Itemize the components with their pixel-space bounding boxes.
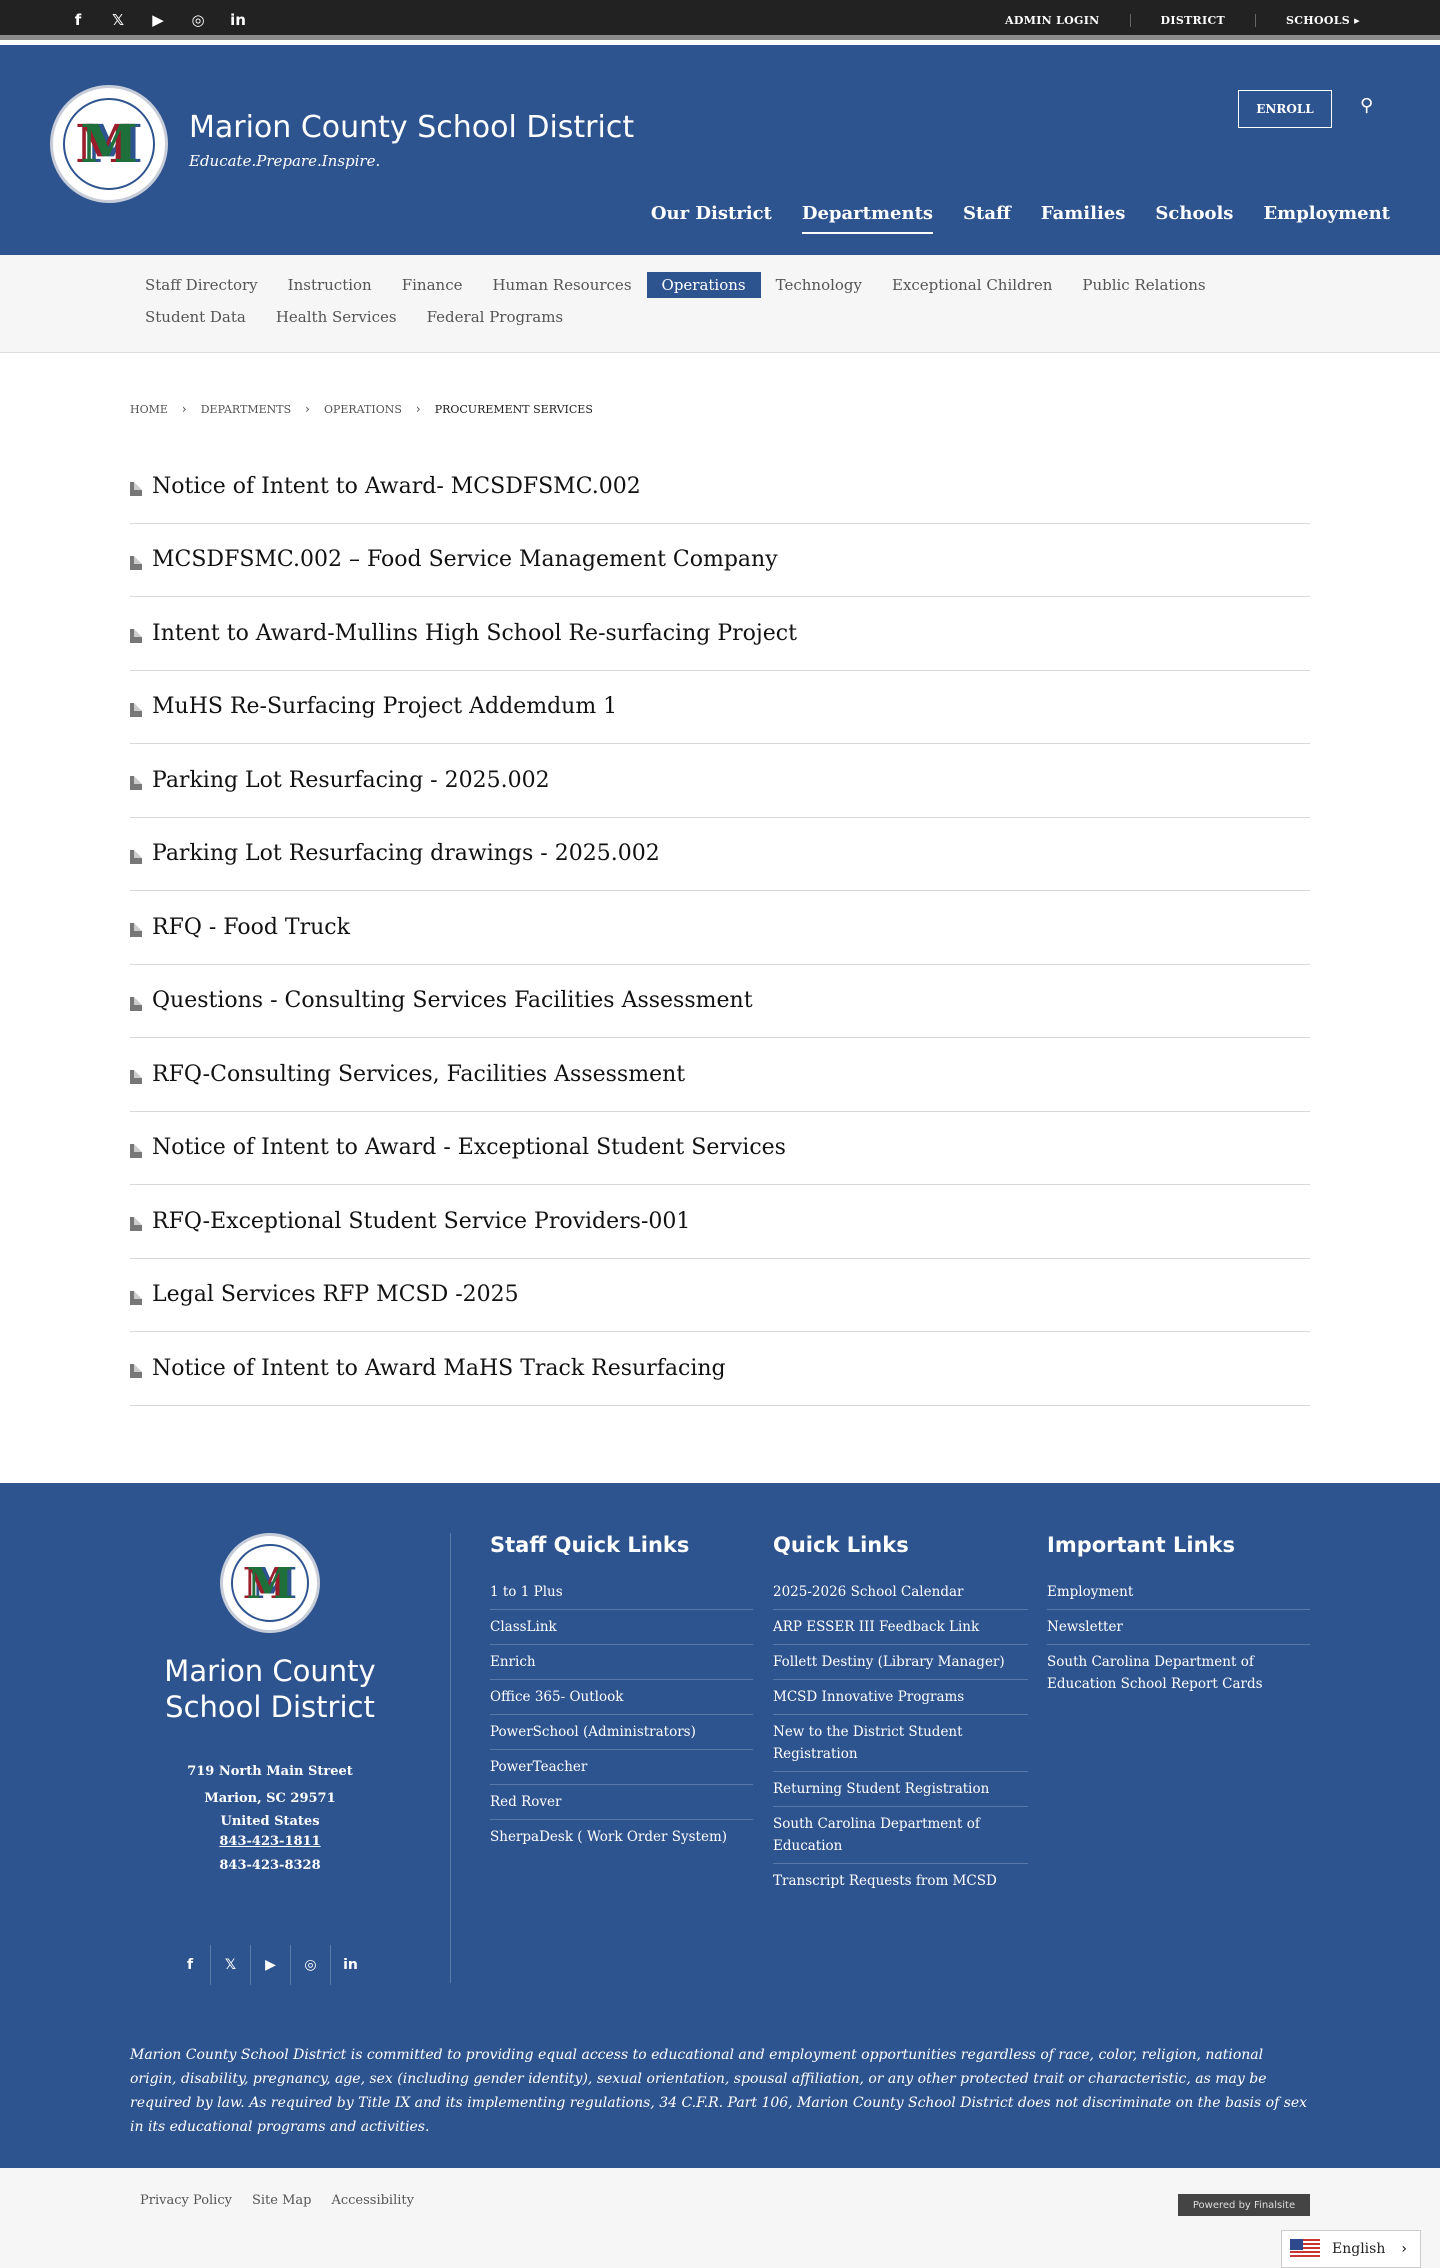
document-item[interactable]: [130, 597, 1310, 671]
document-item[interactable]: [130, 818, 1310, 892]
quick-link[interactable]: ARP ESSER III Feedback Link: [773, 1610, 1028, 1645]
address-street: 719 North Main Street: [187, 1764, 353, 1779]
address-country: United States: [220, 1814, 320, 1829]
top-social-links: [58, 0, 258, 40]
document-title[interactable]: Parking Lot Resurfacing drawings - 2025.002: [152, 841, 660, 867]
site-tagline: Educate.Prepare.Inspire.: [189, 152, 381, 170]
quick-link[interactable]: South Carolina Department of Education: [773, 1807, 1028, 1864]
footer-logo-seal: [231, 1544, 309, 1622]
x-twitter-icon[interactable]: 𝕏: [210, 1945, 250, 1985]
staff-link[interactable]: ClassLink: [490, 1610, 753, 1645]
fax-number: 843-423-8328: [219, 1858, 321, 1873]
subnav-staff-directory[interactable]: Staff Directory: [145, 276, 258, 294]
enroll-button[interactable]: ENROLL: [1238, 90, 1332, 128]
footer-logo[interactable]: [220, 1533, 320, 1633]
staff-quick-links-heading: Staff Quick Links: [490, 1533, 690, 1557]
top-utility-bar: [0, 0, 1440, 40]
main-navigation: [621, 203, 1390, 234]
nav-our-district[interactable]: Our District: [650, 203, 772, 224]
powered-by-badge[interactable]: Powered by Finalsite: [1178, 2194, 1310, 2216]
document-icon: [130, 556, 142, 570]
subnav-exceptional-children[interactable]: Exceptional Children: [892, 276, 1053, 294]
document-icon: [130, 1217, 142, 1231]
quick-link[interactable]: MCSD Innovative Programs: [773, 1680, 1028, 1715]
quick-links-heading: Quick Links: [773, 1533, 909, 1557]
phone-link[interactable]: 843-423-1811: [219, 1834, 321, 1849]
document-item[interactable]: [130, 965, 1310, 1039]
staff-link[interactable]: 1 to 1 Plus: [490, 1575, 753, 1610]
search-icon[interactable]: ⚲: [1360, 95, 1374, 116]
document-title[interactable]: Parking Lot Resurfacing - 2025.002: [152, 767, 550, 793]
document-title[interactable]: Legal Services RFP MCSD -2025: [152, 1282, 519, 1308]
staff-link[interactable]: Red Rover: [490, 1785, 753, 1820]
site-title[interactable]: Marion County School District: [189, 110, 635, 145]
us-flag-icon: [1290, 2239, 1320, 2259]
site-header: [0, 45, 1440, 255]
instagram-icon[interactable]: ◎: [290, 1945, 330, 1985]
subnav-row-2: [130, 304, 578, 330]
breadcrumb-departments[interactable]: DEPARTMENTS: [200, 402, 292, 416]
site-footer: [0, 1483, 1440, 2168]
department-subnav: [0, 255, 1440, 353]
document-title[interactable]: Notice of Intent to Award MaHS Track Resurfacing: [152, 1355, 726, 1381]
footer-logo-monogram: M: [246, 1558, 294, 1608]
youtube-icon[interactable]: ▶: [152, 11, 164, 29]
document-list: [130, 450, 1310, 1406]
subnav-row-1: [130, 272, 1221, 298]
document-icon: [130, 1291, 142, 1305]
staff-quick-links: [490, 1533, 753, 1854]
subnav-federal-programs[interactable]: Federal Programs: [426, 308, 564, 326]
chevron-right-icon: ›: [1401, 2241, 1407, 2257]
staff-link[interactable]: PowerTeacher: [490, 1750, 753, 1785]
linkedin-icon[interactable]: in: [330, 1945, 370, 1985]
quick-link[interactable]: 2025-2026 School Calendar: [773, 1575, 1028, 1610]
chevron-right-icon: ›: [181, 402, 187, 416]
x-twitter-icon[interactable]: 𝕏: [111, 11, 125, 29]
chevron-right-icon: ›: [305, 402, 310, 416]
document-icon: [130, 997, 142, 1011]
document-icon: [130, 776, 142, 790]
quick-links: [773, 1533, 1028, 1898]
important-link[interactable]: Newsletter: [1047, 1610, 1310, 1645]
nav-families[interactable]: Families: [1040, 203, 1126, 224]
quick-link[interactable]: Transcript Requests from MCSD: [773, 1873, 997, 1889]
admin-login-link[interactable]: ADMIN LOGIN: [1005, 13, 1100, 27]
legal-links: [130, 2193, 424, 2208]
footer-social-links: [170, 1945, 370, 1985]
quick-link[interactable]: Returning Student Registration: [773, 1772, 1028, 1807]
document-icon: [130, 923, 142, 937]
document-title[interactable]: Intent to Award-Mullins High School Re-surfacing Project: [152, 620, 797, 646]
document-title[interactable]: MuHS Re-Surfacing Project Addemdum 1: [152, 694, 618, 720]
document-title[interactable]: Notice of Intent to Award - Exceptional Student Services: [152, 1135, 786, 1161]
document-title[interactable]: Questions - Consulting Services Facilities Assessment: [152, 988, 753, 1014]
subnav-operations[interactable]: Operations: [647, 272, 761, 298]
document-title[interactable]: RFQ-Consulting Services, Facilities Assessment: [152, 1061, 686, 1087]
subnav-health-services[interactable]: Health Services: [275, 308, 397, 326]
staff-link[interactable]: Office 365- Outlook: [490, 1680, 753, 1715]
document-icon: [130, 703, 142, 717]
breadcrumb-home[interactable]: HOME: [130, 402, 168, 416]
language-selector[interactable]: [1281, 2230, 1421, 2268]
accessibility-link[interactable]: Accessibility: [331, 2193, 414, 2208]
staff-link[interactable]: Enrich: [490, 1645, 753, 1680]
document-item[interactable]: [130, 1259, 1310, 1333]
footer-address: [120, 1758, 420, 1879]
document-icon: [130, 850, 142, 864]
document-item[interactable]: [130, 1185, 1310, 1259]
district-link[interactable]: DISTRICT: [1130, 14, 1255, 27]
instagram-icon[interactable]: ◎: [191, 11, 205, 29]
quick-link[interactable]: Follett Destiny (Library Manager): [773, 1645, 1028, 1680]
logo-seal: [63, 98, 155, 190]
document-item[interactable]: [130, 744, 1310, 818]
address-city: Marion, SC 29571: [204, 1791, 336, 1806]
logo-monogram: M: [80, 113, 138, 175]
document-icon: [130, 1070, 142, 1084]
staff-link[interactable]: PowerSchool (Administrators): [490, 1715, 753, 1750]
footer-name-line2: School District: [165, 1690, 375, 1724]
document-title[interactable]: RFQ - Food Truck: [152, 914, 350, 940]
quick-link[interactable]: New to the District Student Registration: [773, 1715, 1028, 1772]
document-title[interactable]: RFQ-Exceptional Student Service Providers-001: [152, 1208, 691, 1234]
subnav-public-relations[interactable]: Public Relations: [1082, 276, 1206, 294]
important-link[interactable]: South Carolina Department of Education School Report Cards: [1047, 1654, 1263, 1692]
facebook-icon[interactable]: f: [186, 1957, 194, 1973]
linkedin-icon[interactable]: in: [230, 11, 246, 29]
site-map-link[interactable]: Site Map: [251, 2193, 312, 2208]
breadcrumb-current: PROCUREMENT SERVICES: [434, 402, 593, 416]
language-label: English: [1332, 2241, 1386, 2257]
important-links: [1047, 1533, 1310, 1701]
staff-link[interactable]: SherpaDesk ( Work Order System): [490, 1829, 728, 1845]
breadcrumb: [130, 402, 593, 416]
document-item[interactable]: [130, 1038, 1310, 1112]
bottom-bar: [0, 2168, 1440, 2268]
subnav-student-data[interactable]: Student Data: [145, 308, 246, 326]
nav-departments[interactable]: Departments: [802, 203, 933, 234]
document-icon: [130, 1144, 142, 1158]
document-item[interactable]: [130, 450, 1310, 524]
document-icon: [130, 482, 142, 496]
district-logo[interactable]: [50, 85, 168, 203]
privacy-policy-link[interactable]: Privacy Policy: [140, 2193, 232, 2208]
chevron-right-icon: ›: [415, 402, 421, 416]
subnav-technology[interactable]: Technology: [775, 276, 862, 294]
important-link[interactable]: Employment: [1047, 1575, 1310, 1610]
nav-employment[interactable]: Employment: [1263, 203, 1390, 224]
footer-district-name: [120, 1653, 420, 1725]
document-item[interactable]: [130, 891, 1310, 965]
nondiscrimination-statement: Marion County School District is committed to providing equal access to educational and employment opportunities regardless of race, color, religion, national origin, disability, pregnancy, age, sex (including gender identity), sexual orientation, spousal affiliation, or any other protected trait or characteristic, as may be required by law. As required by Title IX and its implementing regulations, 34 C.F.R. Part 106, Marion County School District does not discriminate on the basis of sex in its educational programs and activities.: [130, 2047, 1308, 2135]
breadcrumb-operations[interactable]: OPERATIONS: [323, 402, 402, 416]
document-item[interactable]: [130, 1332, 1310, 1406]
important-links-heading: Important Links: [1047, 1533, 1236, 1557]
subnav-human-resources[interactable]: Human Resources: [492, 276, 632, 294]
nav-staff[interactable]: Staff: [963, 203, 1011, 224]
nav-schools[interactable]: Schools: [1155, 203, 1234, 224]
facebook-icon[interactable]: f: [74, 11, 82, 29]
subnav-finance[interactable]: Finance: [401, 276, 463, 294]
document-item[interactable]: [130, 671, 1310, 745]
document-icon: [130, 629, 142, 643]
document-item[interactable]: [130, 1112, 1310, 1186]
subnav-instruction[interactable]: Instruction: [287, 276, 372, 294]
document-title[interactable]: Notice of Intent to Award- MCSDFSMC.002: [152, 473, 641, 499]
footer-divider: [450, 1533, 451, 1983]
document-item[interactable]: [130, 524, 1310, 598]
schools-dropdown[interactable]: SCHOOLS ▸: [1255, 14, 1390, 27]
footer-name-line1: Marion County: [164, 1654, 376, 1688]
document-icon: [130, 1364, 142, 1378]
top-links: [975, 0, 1390, 40]
document-title[interactable]: MCSDFSMC.002 – Food Service Management Company: [152, 547, 778, 573]
youtube-icon[interactable]: ▶: [250, 1945, 290, 1985]
